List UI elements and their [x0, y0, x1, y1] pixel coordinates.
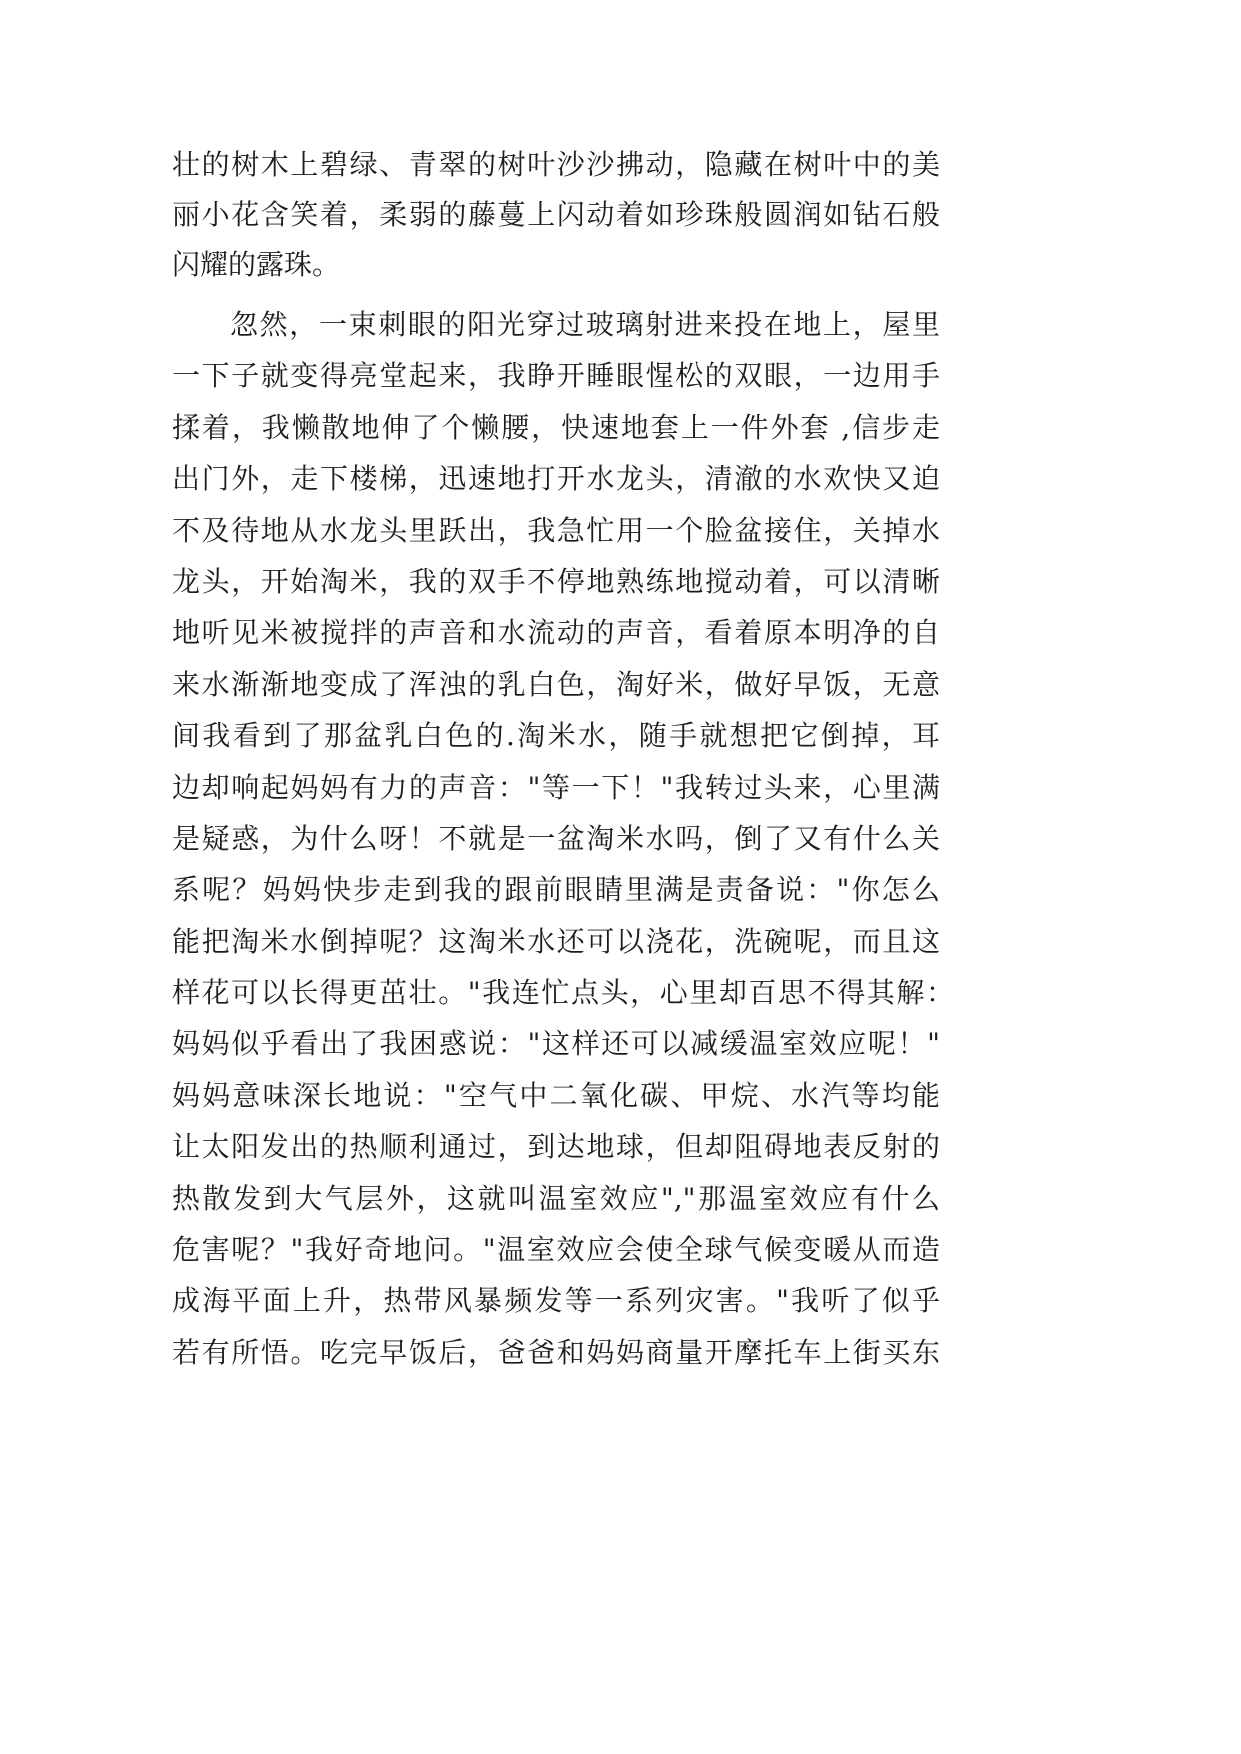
text-line: 龙头，开始淘米，我的双手不停地熟练地搅动着，可以清晰	[172, 564, 940, 598]
text-line: 若有所悟。吃完早饭后，爸爸和妈妈商量开摩托车上街买东	[172, 1335, 940, 1369]
text-line: 边却响起妈妈有力的声音："等一下！"我转过头来，心里满	[172, 770, 940, 804]
text-line: 来水渐渐地变成了浑浊的乳白色，淘好米，做好早饭，无意	[172, 667, 940, 701]
text-line: 壮的树木上碧绿、青翠的树叶沙沙拂动，隐藏在树叶中的美	[172, 148, 940, 181]
paragraph	[172, 299, 954, 1378]
text-line: 成海平面上升，热带风暴频发等一系列灾害。"我听了似乎	[172, 1284, 940, 1318]
text-line: 妈妈意味深长地说："空气中二氧化碳、甲烷、水汽等均能	[172, 1078, 940, 1112]
text-line: 地听见米被搅拌的声音和水流动的声音，看着原本明净的自	[172, 616, 940, 650]
text-line: 忽然，一束刺眼的阳光穿过玻璃射进来投在地上，屋里	[230, 308, 940, 341]
text-line: 丽小花含笑着，柔弱的藤蔓上闪动着如珍珠般圆润如钻石般	[172, 198, 940, 231]
text-line: 样花可以长得更茁壮。"我连忙点头，心里却百思不得其解：	[172, 976, 954, 1010]
text-line: 闪耀的露珠。	[172, 248, 341, 281]
text-line: 让太阳发出的热顺利通过，到达地球，但却阻碍地表反射的	[172, 1130, 940, 1164]
text-line: 能把淘米水倒掉呢？这淘米水还可以浇花，洗碗呢，而且这	[172, 924, 940, 958]
text-line: 一下子就变得亮堂起来，我睁开睡眼惺松的双眼，一边用手	[172, 359, 940, 393]
text-line: 危害呢？"我好奇地问。"温室效应会使全球气候变暖从而造	[172, 1233, 940, 1267]
text-line: 妈妈似乎看出了我困惑说："这样还可以减缓温室效应呢！"	[172, 1027, 940, 1061]
text-line: 揉着，我懒散地伸了个懒腰，快速地套上一件外套 ,信步走	[172, 410, 940, 444]
text-line: 是疑惑，为什么呀！不就是一盆淘米水吗，倒了又有什么关	[172, 821, 940, 855]
paragraph	[172, 140, 940, 290]
text-line: 系呢？妈妈快步走到我的跟前眼睛里满是责备说："你怎么	[172, 873, 940, 907]
text-line: 热散发到大气层外，这就叫温室效应","那温室效应有什么	[172, 1181, 940, 1215]
text-line: 间我看到了那盆乳白色的.淘米水，随手就想把它倒掉，耳	[172, 719, 940, 753]
text-line: 不及待地从水龙头里跃出，我急忙用一个脸盆接住，关掉水	[172, 513, 940, 547]
text-line: 出门外，走下楼梯，迅速地打开水龙头，清澈的水欢快又迫	[172, 462, 940, 496]
